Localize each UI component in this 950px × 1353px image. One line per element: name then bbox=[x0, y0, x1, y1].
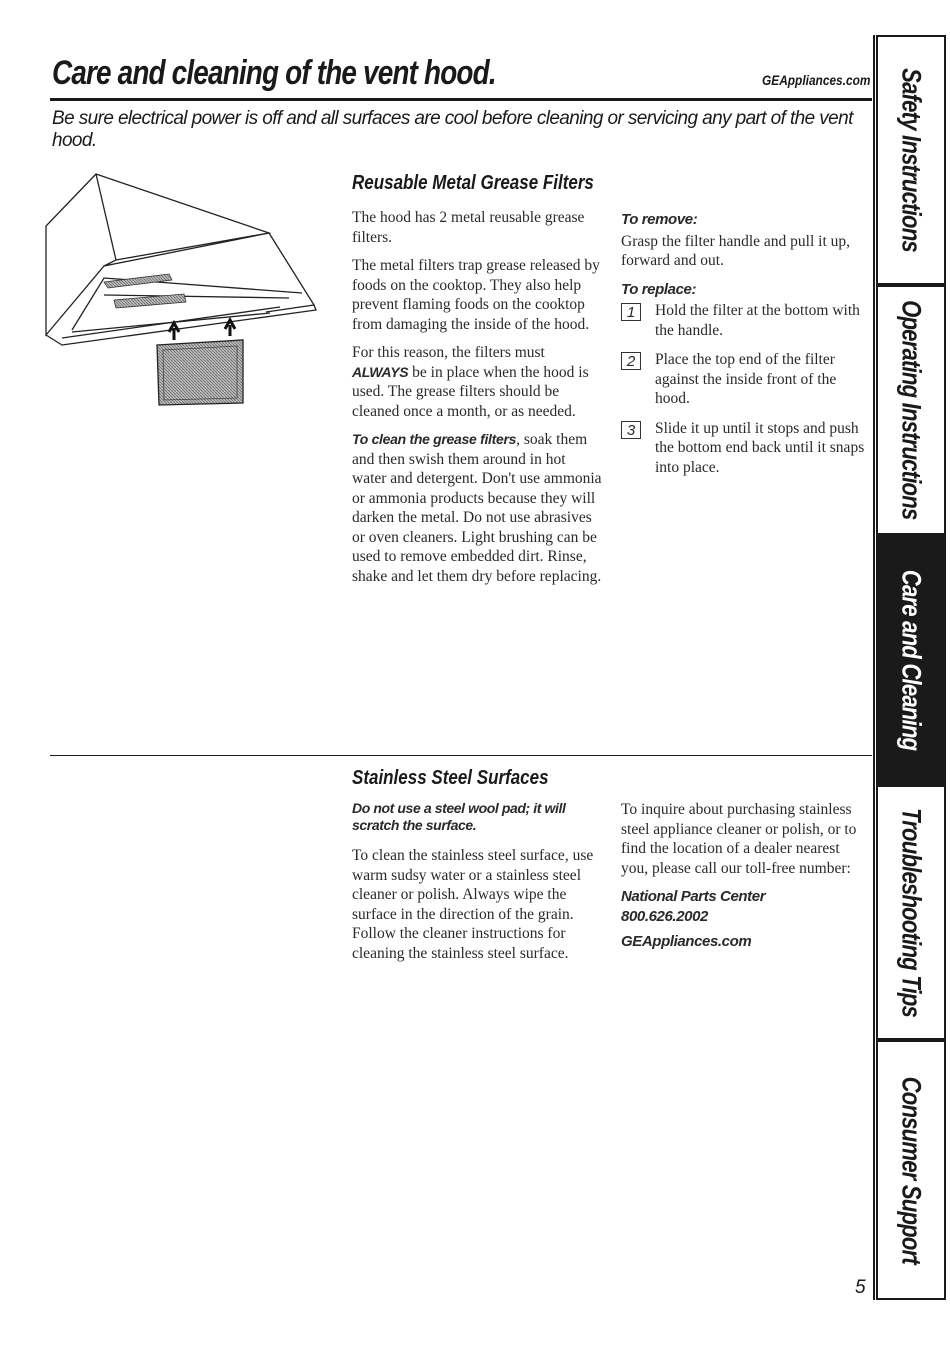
website-label: GEAppliances.com bbox=[762, 72, 871, 88]
steel-wool-warning: Do not use a steel wool pad; it will scratch the surface. bbox=[352, 800, 566, 833]
step-number-box: 1 bbox=[621, 303, 641, 321]
page-title: Care and cleaning of the vent hood. bbox=[52, 54, 496, 92]
cleaning-paragraph: To clean the grease filters, soak them and then swish them around in hot water and detergent. Don't use ammonia or ammonia products because they will darken the metal. Do not use abrasives or oven cleaners. Light brushing can be used to remove embedded dirt. Rinse, shake and let them dry before replacing. bbox=[352, 431, 602, 585]
filters-paragraph: The metal filters trap grease released by foods on the cooktop. They also help prevent flaming foods on the cooktop from damaging the inside of the hood. bbox=[352, 257, 600, 333]
step-number-box: 2 bbox=[621, 352, 641, 370]
tab-consumer-support[interactable]: Consumer Support bbox=[876, 1040, 946, 1300]
stainless-column-left bbox=[352, 800, 602, 972]
tab-rail bbox=[873, 35, 875, 1300]
replace-step bbox=[621, 350, 866, 409]
vent-hood-illustration bbox=[44, 170, 324, 410]
section-divider bbox=[50, 755, 872, 756]
remove-text: Grasp the filter handle and pull it up, forward and out. bbox=[621, 232, 850, 269]
title-rule bbox=[50, 98, 872, 101]
filters-column-right bbox=[621, 210, 866, 487]
clean-filters-emphasis: To clean the grease filters bbox=[352, 431, 517, 447]
stainless-paragraph: To inquire about purchasing stainless steel appliance cleaner or polish, or to find the location of a dealer nearest you, please call our toll-free number: bbox=[621, 801, 857, 877]
filters-column-left bbox=[352, 208, 602, 595]
replace-step bbox=[621, 301, 866, 340]
step-number-box: 3 bbox=[621, 421, 641, 439]
stainless-column-right bbox=[621, 800, 869, 954]
arrow-up-icon bbox=[169, 323, 179, 340]
tab-safety-instructions[interactable]: Safety Instructions bbox=[876, 35, 946, 285]
replace-step bbox=[621, 419, 866, 478]
parts-center-name: National Parts Center bbox=[621, 888, 766, 905]
replace-heading: To replace: bbox=[621, 280, 697, 298]
stainless-paragraph: To clean the stainless steel surface, use warm sudsy water or a stainless steel cleaner or polish. Always wipe the surface in the direction of the grain. Follow the cleaner instructions for cleaning the stainless steel surface. bbox=[352, 847, 594, 962]
parts-center-phone: 800.626.2002 bbox=[621, 907, 708, 925]
safety-intro: Be sure electrical power is off and all surfaces are cool before cleaning or servicing any part of the vent hood. bbox=[52, 108, 853, 151]
step-text: Slide it up until it stops and push the bottom end back until it snaps into place. bbox=[655, 419, 865, 476]
tab-care-and-cleaning[interactable]: Care and Cleaning bbox=[876, 535, 946, 785]
tab-troubleshooting-tips[interactable]: Troubleshooting Tips bbox=[876, 785, 946, 1040]
stainless-heading: Stainless Steel Surfaces bbox=[352, 767, 549, 789]
website-link[interactable]: GEAppliances.com bbox=[621, 933, 752, 950]
step-text: Hold the filter at the bottom with the handle. bbox=[655, 302, 860, 339]
remove-heading: To remove: bbox=[621, 211, 698, 228]
filters-heading: Reusable Metal Grease Filters bbox=[352, 172, 594, 194]
tab-operating-instructions[interactable]: Operating Instructions bbox=[876, 285, 946, 535]
filters-paragraph: The hood has 2 metal reusable grease filters. bbox=[352, 209, 585, 246]
page-number: 5 bbox=[855, 1277, 866, 1298]
always-emphasis: ALWAYS bbox=[352, 363, 409, 380]
filters-paragraph: For this reason, the filters must ALWAYS be in place when the hood is used. The grease filters should be cleaned once a month, or as needed. bbox=[352, 344, 589, 420]
step-text: Place the top end of the filter against the inside front of the hood. bbox=[655, 351, 837, 407]
